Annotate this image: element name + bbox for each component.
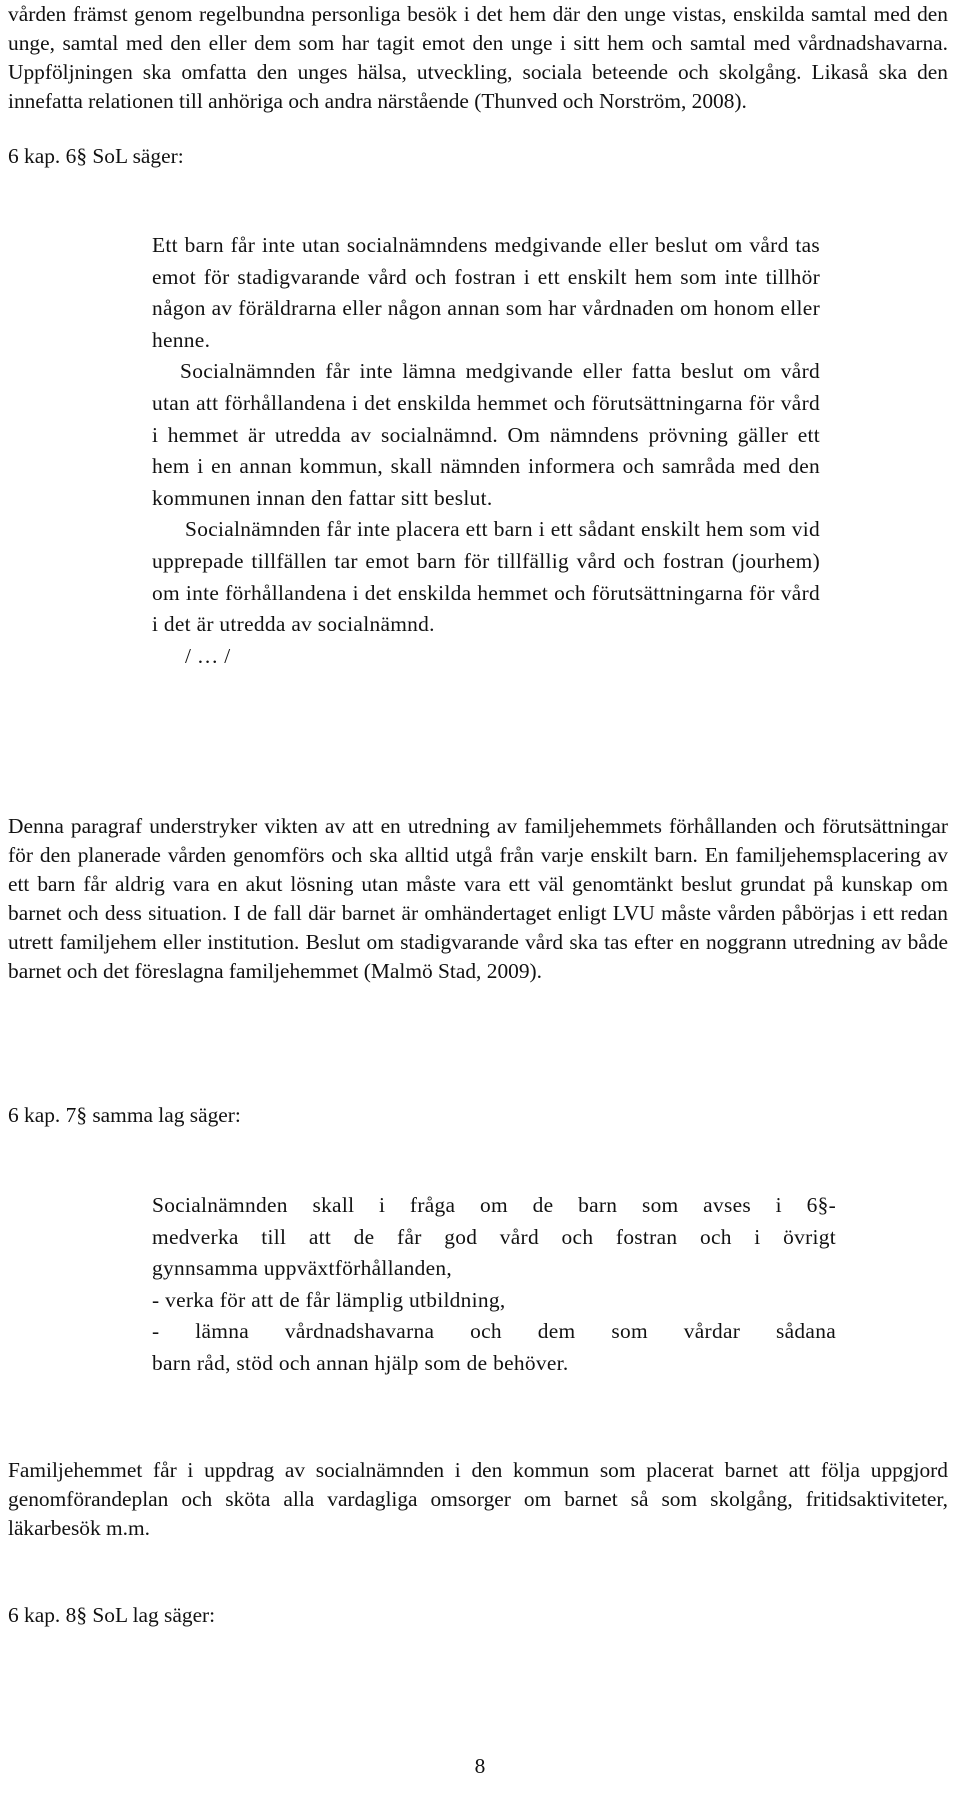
intro-paragraph: vården främst genom regelbundna personliga besök i det hem där den unge vistas, enskilda samtal med den unge, samtal med den eller dem som har tagit emot den unge i sitt hem och samtal med vårdnadshavarna. Uppföljningen ska omfatta den unges hälsa, utveckling, sociala beteende och skolgång. Likaså ska den innefatta relationen till anhöriga och andra närstående (Thunved och Norström, 2008). xyxy=(8,2,948,113)
quote2-line-1: Socialnämnden skall i fråga om de barn som avses i 6§- xyxy=(152,1193,836,1217)
commentary-paragraph: Denna paragraf understryker vikten av att en utredning av familjehemmets förhållanden och förutsättningar för den planerade vården genomförs och ska alltid utgå från varje enskilt barn. En familjehemsplacering av ett barn får aldrig vara en akut lösning utan måste vara ett väl genomtänkt beslut grundat på kunskap om barnet och dess situation. I de fall där barnet är omhändertaget enligt LVU måste vården påbörjas i ett redan utrett familjehem eller institution. Beslut om stadigvarande vård ska tas efter en noggrann utredning av både barnet och det föreslagna familjehemmet (Malmö Stad, 2009). xyxy=(8,814,948,983)
page-number: 8 xyxy=(474,1754,486,1778)
block-quote-6-kap-7 xyxy=(152,1190,836,1380)
section-heading-6-kap-8: 6 kap. 8§ SoL lag säger: xyxy=(8,1603,216,1627)
quote-paragraph-1: Ett barn får inte utan socialnämndens medgivande eller beslut om vård tas emot för stadigvarande vård och fostran i ett enskilt hem som inte tillhör någon av föräldrarna eller någon annan som har vårdnaden om honom eller henne. xyxy=(152,233,820,352)
quote-paragraph-2: Socialnämnden får inte lämna medgivande eller fatta beslut om vård utan att förhållandena i det enskilda hemmet och förutsättningarna för vård i hemmet är utredda av socialnämnd. Om nämndens prövning gäller ett hem i en annan kommun, skall nämnden informera och samråda med den kommunen innan den fattar sitt beslut. xyxy=(152,359,820,510)
section-heading-6-kap-7: 6 kap. 7§ samma lag säger: xyxy=(8,1103,241,1127)
quote2-line-3: gynnsamma uppväxtförhållanden, xyxy=(152,1256,453,1281)
quote-paragraph-3: Socialnämnden får inte placera ett barn i ett sådant enskilt hem som vid upprepade tillfällen tar emot barn för tillfällig vård och fostran (jourhem) om inte förhållandena i det enskilda hemmet och förutsättningarna för vård i det är utredda av socialnämnd. xyxy=(152,517,820,637)
section-heading-6-kap-6: 6 kap. 6§ SoL säger: xyxy=(8,144,184,168)
family-home-paragraph: Familjehemmet får i uppdrag av socialnämnden i den kommun som placerat barnet att följa uppgjord genomförandeplan och sköta alla vardagliga omsorger om barnet så som skolgång, fritidsaktiviteter, läkarbesök m.m. xyxy=(8,1458,948,1540)
quote2-line-2: medverka till att de får god vård och fostran och i övrigt xyxy=(152,1224,836,1249)
quote-omission-mark: / … / xyxy=(185,643,231,668)
quote2-line-6: barn råd, stöd och annan hjälp som de behöver. xyxy=(152,1350,569,1375)
block-quote-6-kap-6 xyxy=(152,230,820,672)
quote2-line-4: - verka för att de får lämplig utbildning, xyxy=(152,1287,506,1312)
quote2-line-5: - lämna vårdnadshavarna och dem som vårdar sådana xyxy=(152,1319,836,1344)
